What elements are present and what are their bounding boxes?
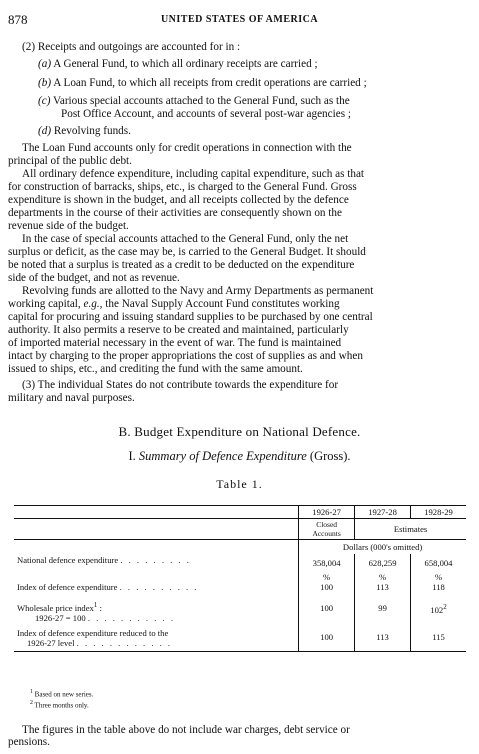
paragraph-fragment: working capital, <box>8 298 84 310</box>
paragraph-line: revenue side of the budget. <box>8 220 129 232</box>
section-subtitle <box>0 449 479 464</box>
paragraph-fragment-italic: e.g., <box>83 298 103 310</box>
subtitle-number: I. <box>128 449 136 463</box>
row-label-text: National defence expenditure <box>17 555 119 565</box>
table-col-header: 1926-27 <box>299 506 355 519</box>
cell-unit: % <box>323 572 331 582</box>
list-item-d <box>38 125 131 138</box>
list-item-b <box>38 77 367 90</box>
leader-dots: . . . . . . . . . . <box>119 581 199 592</box>
paragraph-line: departments in the course of their activities are consequently shown on the <box>8 207 342 219</box>
cell-value: 115 <box>411 624 466 652</box>
table-header-stub <box>14 506 299 519</box>
cell-value <box>299 571 355 593</box>
row-label <box>14 624 299 652</box>
page-number: 878 <box>8 12 28 27</box>
cell-number: 118 <box>432 582 445 592</box>
paragraph-line: of imported material necessary in the event of war. The fund is maintained <box>8 337 342 349</box>
table-row <box>14 571 466 593</box>
paragraph-line: Revolving funds are allotted to the Navy and Army Departments as permanent <box>22 285 374 297</box>
table-units-stub <box>14 540 299 555</box>
summary-table <box>14 505 466 652</box>
paragraph-line: military and naval purposes. <box>8 392 135 404</box>
paragraph-line: intact by charging to the proper appropriations the cost of supplies as and when <box>8 350 363 362</box>
table-subheader-row <box>14 519 466 540</box>
footnotes <box>30 688 93 711</box>
list-text-b: A Loan Fund, to which all receipts from credit operations are carried ; <box>53 77 367 89</box>
cell-value <box>411 593 466 624</box>
cell-value <box>355 571 411 593</box>
paragraph-line: (3) The individual States do not contribute towards the expenditure for <box>22 379 339 391</box>
table-title: Table 1. <box>216 477 263 491</box>
cell-value: 658,004 <box>411 554 466 571</box>
paragraph-line: be noted that a surplus is treated as a credit to be deducted on the expenditure <box>8 259 355 271</box>
closing-line-1: The figures in the table above do not include war charges, debt service or <box>22 724 350 736</box>
paragraph-line: expenditure is shown in the budget, and all receipts collected by the defence <box>8 194 349 206</box>
leader-dots: . . . . . . . . . <box>120 555 191 565</box>
footnote-1 <box>30 688 93 699</box>
cell-value: 628,259 <box>355 554 411 571</box>
paragraph-line: capital for procuring and issuing standard supplies to be purchased by one central <box>8 311 373 323</box>
paragraph-line <box>8 298 340 311</box>
row-label <box>14 571 299 593</box>
row-label <box>14 554 299 571</box>
row-label-text: Index of defence expenditure reduced to the <box>17 627 169 638</box>
cell-value: 100 <box>299 624 355 652</box>
table-row <box>14 554 466 571</box>
table-row <box>14 593 466 624</box>
footnote-mark: 1 <box>30 689 33 695</box>
table-subheader-stub <box>14 519 299 540</box>
paragraph-line: issued to ships, etc., and crediting the fund with the same amount. <box>8 363 303 375</box>
row-label-text: 1926-27 level <box>27 637 75 648</box>
footnote-text: Three months only. <box>34 701 89 710</box>
running-head: UNITED STATES OF AMERICA <box>160 14 319 25</box>
subtitle-rest: (Gross). <box>309 449 351 463</box>
list-mark-a: (a) <box>38 58 52 70</box>
list-text-d: Revolving funds. <box>53 125 131 137</box>
subtitle-italic: Summary of Defence Expenditure <box>138 449 307 463</box>
table-col-header: 1927-28 <box>355 506 411 519</box>
leader-dots: . . . . . . . . . . . . <box>76 637 173 648</box>
footnote-mark: 2 <box>30 700 33 707</box>
cell-unit: % <box>378 572 387 582</box>
paragraph-line: surplus or deficit, as the case may be, is carried to the General Budget. It should <box>8 246 366 258</box>
paragraph-line: The Loan Fund accounts only for credit operations in connection with the <box>22 142 352 154</box>
cell-value: 99 <box>355 593 411 624</box>
closing-line-2: pensions. <box>8 736 50 748</box>
row-label: Wholesale price index$^1$ : 1926-27 = 100 . . . . . . . . . . . <box>14 593 299 624</box>
section-title: B. Budget Expenditure on National Defence. <box>118 424 361 439</box>
table-row <box>14 624 466 652</box>
cell-value: 358,004 <box>299 554 355 571</box>
list-mark-d: (d) <box>38 125 52 137</box>
row-label-text: 1926-27 = 100 <box>35 612 86 623</box>
cell-number: 102 <box>430 604 444 615</box>
cell-number: 100 <box>320 582 334 592</box>
footnote-ref: 1 <box>93 601 98 609</box>
list-item-c <box>38 95 350 108</box>
paragraph-line: side of the budget, and not as revenue. <box>8 272 180 284</box>
paragraph-line: principal of the public debt. <box>8 155 132 167</box>
closed-accounts-label: Closed Accounts <box>299 519 355 540</box>
footnote-2 <box>30 699 93 710</box>
cell-value: 100 <box>299 593 355 624</box>
paragraph-line: authority. It also permits a reserve to be created and maintained, particularly <box>8 324 349 336</box>
paragraph-line: for construction of barracks, ships, etc., is charged to the General Fund. Gross <box>8 181 357 193</box>
list-mark-c: (c) <box>38 95 51 107</box>
table-units-row <box>14 540 466 555</box>
estimates-label: Estimates <box>355 519 466 540</box>
list-text-c-1: Various special accounts attached to the General Fund, such as the <box>53 95 350 107</box>
paragraph-line: In the case of special accounts attached to the General Fund, only the net <box>22 233 349 245</box>
cell-number: 113 <box>376 582 389 592</box>
list-mark-b: (b) <box>38 77 52 89</box>
list-text-c-2: Post Office Account, and accounts of several post-war agencies ; <box>61 108 351 120</box>
row-label-text: Wholesale price index <box>17 602 94 613</box>
footnote-ref: 2 <box>443 602 447 611</box>
paragraph-line: All ordinary defence expenditure, including capital expenditure, such as that <box>22 168 365 180</box>
units-label: Dollars (000's omitted) <box>299 540 466 555</box>
row-label-text: Index of defence expenditure <box>17 581 118 592</box>
leader-dots: . . . . . . . . . . . <box>87 612 175 623</box>
cell-unit: % <box>434 572 443 582</box>
list-text-a: A General Fund, to which all ordinary receipts are carried ; <box>53 58 318 70</box>
table-header-row <box>14 506 466 519</box>
list-item-a <box>38 58 318 71</box>
footnote-text: Based on new series. <box>34 690 94 699</box>
list-intro: (2) Receipts and outgoings are accounted for in : <box>22 41 241 53</box>
paragraph-fragment: the Naval Supply Account Fund constitutes working <box>102 298 340 310</box>
table-col-header: 1928-29 <box>411 506 466 519</box>
cell-value <box>411 571 466 593</box>
cell-value: 113 <box>355 624 411 652</box>
